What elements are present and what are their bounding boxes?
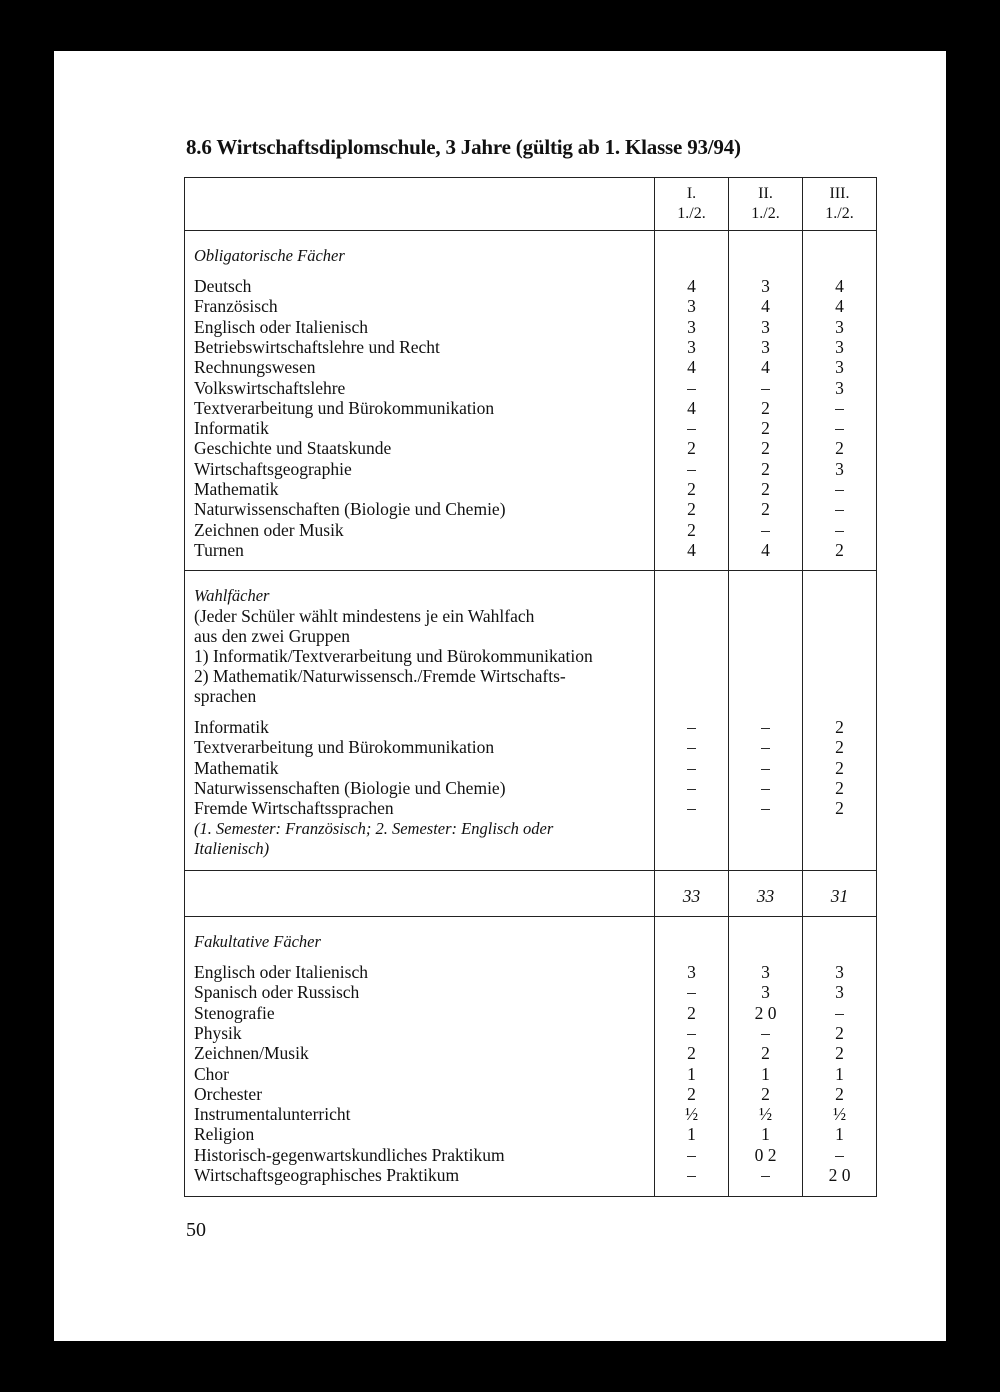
hours-value: – [835,1144,844,1165]
hours-value: 2 [761,479,770,499]
hours-value: 1 [835,1063,844,1084]
hours-value: 3 [835,962,844,982]
hours-value: 2 [687,499,696,520]
hours-value: – [761,519,770,540]
hours-value: – [687,777,696,798]
subject-name: Französisch [194,296,278,317]
hours-value: 2 [835,798,844,819]
hours-value: 4 [761,296,770,317]
hours-value: – [835,499,844,520]
hours-value: 2 [687,438,696,459]
column-semester: 1./2. [751,205,780,222]
hours-value: – [761,717,770,737]
hours-value: 3 [761,316,770,337]
hours-value: 2 [687,1043,696,1064]
hours-value: 4 [687,357,696,378]
page-title: 8.6 Wirtschaftsdiplomschule, 3 Jahre (gültig ab 1. Klasse 93/94) [186,135,741,159]
hours-value: – [835,418,844,439]
hours-value: 3 [761,982,770,1003]
subject-name: Historisch-gegenwartskundliches Praktikum [194,1144,505,1165]
hours-value: 3 [835,377,844,398]
hours-value: – [687,717,696,737]
hours-value: 3 [835,458,844,479]
subject-name: Zeichnen/Musik [194,1043,309,1064]
column-year: II. [758,185,773,202]
hours-value: 2 [761,418,770,439]
subject-name: Naturwissenschaften (Biologie und Chemie) [194,499,506,520]
subject-name: Textverarbeitung und Bürokommunikation [194,737,495,758]
subject-name: Instrumentalunterricht [194,1104,351,1125]
hours-value: – [687,1144,696,1165]
electives-note: 1) Informatik/Textverarbeitung und Bürokommunikation [194,646,593,666]
document-page [54,51,946,1341]
hours-value: 3 [687,316,696,337]
hours-value: 2 [835,757,844,778]
subject-name: Englisch oder Italienisch [194,316,368,337]
column-year: I. [686,185,697,202]
hours-value: – [687,798,696,819]
hours-value: – [761,377,770,398]
hours-value: 3 [761,336,770,357]
subject-name: Zeichnen oder Musik [194,519,344,540]
hours-value: 3 [687,296,696,317]
section-heading-obligatory: Obligatorische Fächer [194,246,345,265]
subject-name: Betriebswirtschaftslehre und Recht [194,336,440,357]
subject-name: Turnen [194,539,244,560]
electives-note: sprachen [194,686,257,706]
hours-value: 4 [835,296,844,317]
hours-value: 0 2 [754,1144,777,1165]
subject-name: Chor [194,1063,229,1084]
subject-name: Geschichte und Staatskunde [194,438,392,459]
hours-value: – [687,458,696,479]
column-year: III. [829,185,850,202]
column-semester: 1./2. [825,205,854,222]
hours-value: 3 [761,276,770,296]
hours-value: ½ [758,1104,773,1125]
electives-footnote: (1. Semester: Französisch; 2. Semester: Englisch oder [194,819,554,838]
row-divider [185,916,876,917]
hours-value: 3 [835,357,844,378]
page-number: 50 [186,1219,206,1241]
hours-value: 4 [687,539,696,560]
hours-value: 4 [761,539,770,560]
subject-name: Orchester [194,1083,263,1104]
hours-value: 3 [687,962,696,982]
hours-value: 2 [835,1022,844,1043]
hours-value: – [687,377,696,398]
section-heading-optional: Fakultative Fächer [194,932,321,951]
subject-name: Volkswirtschaftslehre [194,377,346,398]
hours-value: 2 [835,1043,844,1064]
subject-name: Mathematik [194,479,279,499]
subject-name: Spanisch oder Russisch [194,982,360,1003]
hours-value: ½ [832,1104,847,1125]
hours-value: – [687,757,696,778]
hours-value: – [835,479,844,499]
hours-value: 2 0 [828,1165,851,1185]
hours-value: – [687,982,696,1003]
total-hours: 33 [756,886,775,906]
hours-value: – [761,777,770,798]
hours-value: 2 0 [754,1002,777,1023]
hours-value: 4 [835,276,844,296]
hours-value: – [687,737,696,758]
hours-value: 3 [835,336,844,357]
hours-value: 2 [835,777,844,798]
electives-note: 2) Mathematik/Naturwissensch./Fremde Wirtschafts- [194,666,566,686]
hours-value: – [761,1165,770,1185]
hours-value: 2 [835,539,844,560]
hours-value: – [687,418,696,439]
hours-value: ½ [684,1104,699,1125]
row-divider [185,230,876,231]
hours-value: – [835,1002,844,1023]
section-heading-electives: Wahlfächer [194,586,270,605]
hours-value: 1 [687,1124,696,1145]
subject-name: Mathematik [194,757,279,778]
hours-value: 4 [687,276,696,296]
subject-name: Informatik [194,418,269,439]
column-header-2 [729,184,802,224]
hours-value: 2 [687,1002,696,1023]
hours-value: – [761,1022,770,1043]
hours-value: 2 [835,737,844,758]
hours-value: 2 [835,1083,844,1104]
hours-value: 3 [835,316,844,337]
electives-note: aus den zwei Gruppen [194,626,350,646]
subject-name: Wirtschaftsgeographie [194,458,352,479]
subject-name: Wirtschaftsgeographisches Praktikum [194,1165,460,1185]
hours-value: 2 [761,397,770,418]
column-header-3 [803,184,876,224]
row-divider [185,570,876,571]
total-hours: 33 [682,886,701,906]
subject-name: Fremde Wirtschaftssprachen [194,798,394,819]
hours-value: 2 [761,499,770,520]
subject-name: Physik [194,1022,242,1043]
hours-value: 2 [687,519,696,540]
row-divider [185,870,876,871]
subject-name: Rechnungswesen [194,357,316,378]
column-header-1 [655,184,728,224]
hours-value: – [835,519,844,540]
hours-value: 4 [761,357,770,378]
subject-name: Stenografie [194,1002,275,1023]
subject-name: Religion [194,1124,255,1145]
hours-value: – [761,757,770,778]
subject-name: Englisch oder Italienisch [194,962,368,982]
hours-value: – [761,737,770,758]
electives-note: (Jeder Schüler wählt mindestens je ein Wahlfach [194,606,535,626]
subject-name: Naturwissenschaften (Biologie und Chemie) [194,777,506,798]
hours-value: 3 [761,962,770,982]
hours-value: – [687,1165,696,1185]
hours-value: 2 [761,458,770,479]
subject-name: Informatik [194,717,269,737]
hours-value: – [761,798,770,819]
electives-footnote: Italienisch) [194,839,270,858]
hours-value: 2 [835,717,844,737]
hours-value: 1 [761,1124,770,1145]
subject-name: Deutsch [194,276,252,296]
hours-value: – [835,397,844,418]
hours-value: 4 [687,397,696,418]
hours-value: 1 [761,1063,770,1084]
hours-value: 2 [761,1043,770,1064]
hours-value: 3 [687,336,696,357]
hours-value: – [687,1022,696,1043]
hours-value: 2 [835,438,844,459]
hours-value: 1 [835,1124,844,1145]
hours-value: 2 [761,438,770,459]
curriculum-table [184,177,877,1197]
hours-value: 3 [835,982,844,1003]
column-semester: 1./2. [677,205,706,222]
hours-value: 1 [687,1063,696,1084]
subject-name: Textverarbeitung und Bürokommunikation [194,397,495,418]
total-hours: 31 [830,886,849,906]
hours-value: 2 [687,479,696,499]
hours-value: 2 [761,1083,770,1104]
hours-value: 2 [687,1083,696,1104]
